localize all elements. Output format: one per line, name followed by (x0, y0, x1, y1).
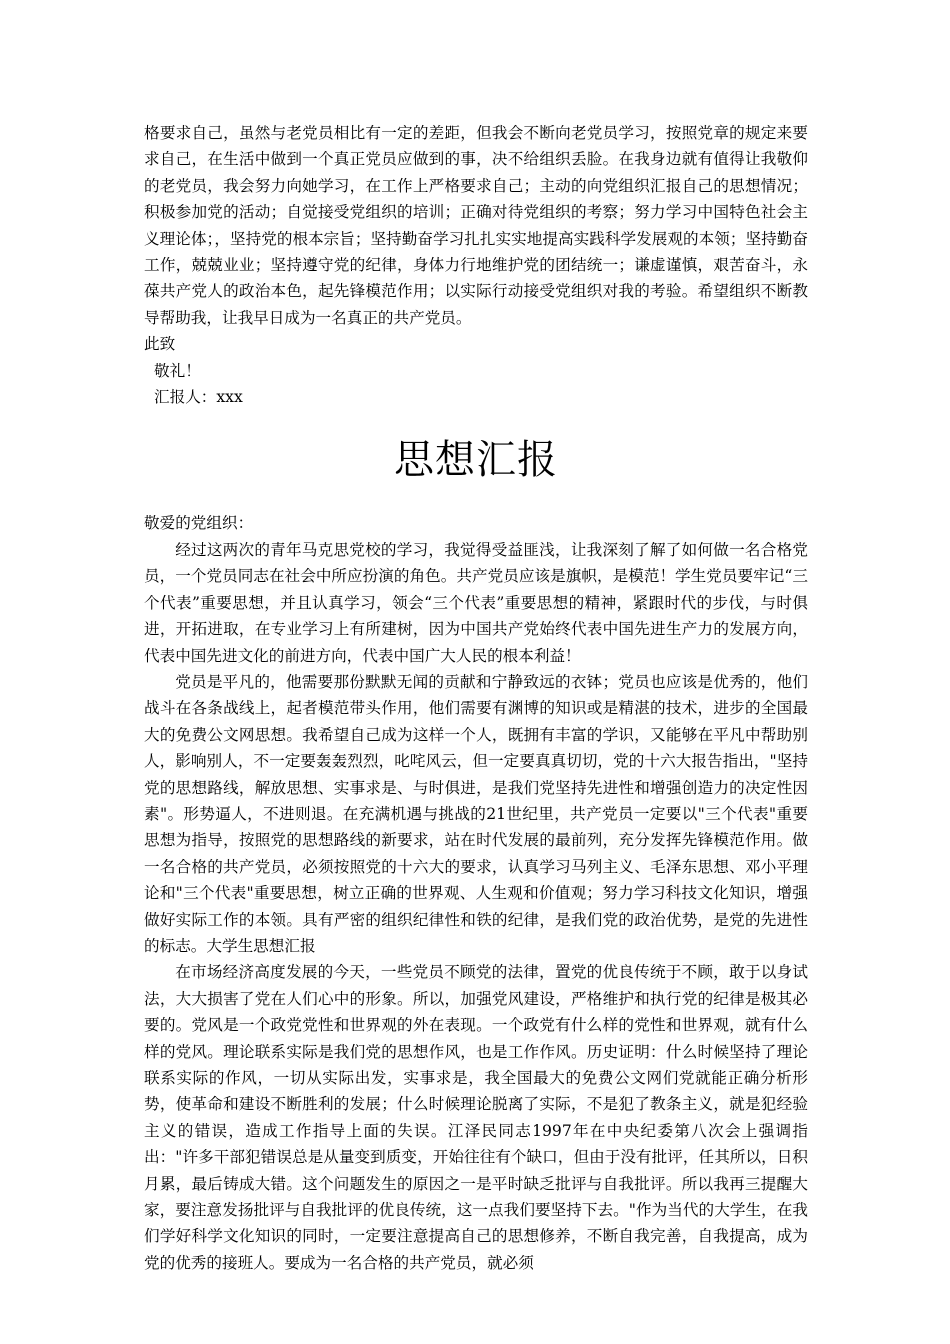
report-paragraph-1: 经过这两次的青年马克思党校的学习，我觉得受益匪浅，让我深刻了解了如何做一名合格党员，一个党员同志在社会中所应扮演的角色。共产党员应该是旗帜，是模范！学生党员要牢记“三个代表”重要思想，并且认真学习，领会“三个代表”重要思想的精神，紧跟时代的步伐，与时俱进，开拓进取，在专业学习上有所建树，因为中国共产党始终代表中国先进生产力的发展方向，代表中国先进文化的前进方向，代表中国广大人民的根本利益！ (144, 540, 808, 665)
letter-signature: 汇报人：xxx (154, 388, 243, 407)
report-paragraph-3: 在市场经济高度发展的今天，一些党员不顾党的法律，置党的优良传统于不顾，敢于以身试法，大大损害了党在人们心中的形象。所以，加强党风建设，严格维护和执行党的纪律是极其必要的。党风是一个政党党性和世界观的外在表现。一个政党有什么样的党性和世界观，就有什么样的党风。理论联系实际是我们党的思想作风，也是工作作风。历史证明：什么时候坚持了理论联系实际的作风，一切从实际出发，实事求是，我全国最大的免费公文网们党就能正确分析形势，使革命和建设不断胜利的发展；什么时候理论脱离了实际，不是犯了教条主义，就是犯经验主义的错误，造成工作指导上面的失误。江泽民同志1997年在中央纪委第八次会上强调指出："许多干部犯错误总是从量变到质变，开始往往有个缺口，但由于没有批评，任其所以，日积月累，最后铸成大错。这个问题发生的原因之一是平时缺乏批评与自我批评。所以我再三提醒大家，要注意发扬批评与自我批评的优良传统，这一点我们要坚持下去。"作为当代的大学生，在我们学好科学文化知识的同时，一定要注意提高自己的思想修养，不断自我完善，自我提高，成为党的优秀的接班人。要成为一名合格的共产党员，就必须 (144, 963, 808, 1272)
letter-body-paragraph: 格要求自己，虽然与老党员相比有一定的差距，但我会不断向老党员学习，按照党章的规定来要求自己，在生活中做到一个真正党员应做到的事，决不给组织丢脸。在我身边就有值得让我敬仰的老党员，我会努力向她学习，在工作上严格要求自己；主动的向党组织汇报自己的思想情况；积极参加党的活动；自觉接受党组织的培训；正确对待党组织的考察；努力学习中国特色社会主义理论体；，坚持党的根本宗旨；坚持勤奋学习扎扎实实地提高实践科学发展观的本领；坚持勤奋工作，兢兢业业；坚持遵守党的纪律，身体力行地维护党的团结统一；谦虚谨慎，艰苦奋斗，永葆共产党人的政治本色，起先锋模范作用；以实际行动接受党组织对我的考验。希望组织不断教导帮助我，让我早日成为一名真正的共产党员。 (144, 124, 808, 327)
report-greeting: 敬爱的党组织： (144, 514, 254, 533)
report-paragraph-2: 党员是平凡的，他需要那份默默无闻的贡献和宁静致远的衣钵；党员也应该是优秀的，他们战斗在各条战线上，起者模范带头作用，他们需要有渊博的知识或是精湛的技术，进步的全国最大的免费公文网思想。我希望自己成为这样一个人，既拥有丰富的学识，又能够在平凡中帮助别人，影响别人，不一定要轰轰烈烈，叱咤风云，但一定要真真切切，党的十六大报告指出，"坚持党的思想路线，解放思想、实事求是、与时俱进，是我们党坚持先进性和增强创造力的决定性因素"。形势逼人，不进则退。在充满机遇与挑战的21世纪里，共产党员一定要以"三个代表"重要思想为指导，按照党的思想路线的新要求，站在时代发展的最前列，充分发挥先锋模范作用。做一名合格的共产党员，必须按照党的十六大的要求，认真学习马列主义、毛泽东思想、邓小平理论和"三个代表"重要思想，树立正确的世界观、人生观和价值观；努力学习科技文化知识，增强做好实际工作的本领。具有严密的组织纪律性和铁的纪律，是我们党的政治优势，是党的先进性的标志。大学生思想汇报 (144, 672, 808, 955)
letter-salute: 敬礼！ (154, 361, 201, 380)
document-page (144, 120, 808, 1276)
report-title: 思想汇报 (394, 437, 558, 484)
letter-closing: 此致 (144, 335, 176, 354)
